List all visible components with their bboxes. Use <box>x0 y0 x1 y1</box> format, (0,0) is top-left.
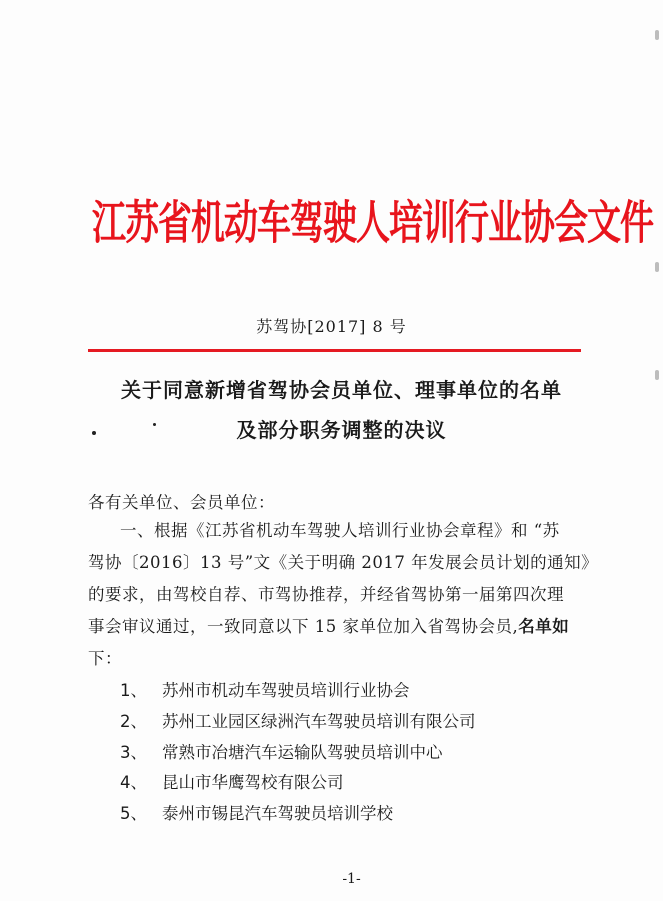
list-item-text: 苏州工业园区绿洲汽车驾驶员培训有限公司 <box>162 712 476 731</box>
paragraph-line: 下： <box>88 649 122 668</box>
paragraph-line-text: 事会审议通过，一致同意以下 15 家单位加入省驾协会员, <box>88 617 519 636</box>
scan-edge-mark <box>655 262 659 272</box>
scan-speck <box>92 431 96 435</box>
list-item-number: 5、 <box>120 804 147 823</box>
list-item-text: 苏州市机动车驾驶员培训行业协会 <box>162 681 410 700</box>
page-number: -1- <box>342 871 361 887</box>
list-item <box>120 739 443 763</box>
list-item <box>120 677 410 701</box>
document-number: 苏驾协[2017] 8 号 <box>256 317 407 336</box>
list-item <box>120 769 344 793</box>
paragraph-bold-tail: 名单如 <box>518 617 570 636</box>
list-item-text: 泰州市锡昆汽车驾驶员培训学校 <box>162 804 393 823</box>
subject-line-1: 关于同意新增省驾协会员单位、理事单位的名单 <box>121 378 562 402</box>
subject-line-2: 及部分职务调整的决议 <box>236 418 447 442</box>
list-item-number: 1、 <box>120 681 147 700</box>
paragraph-line: 驾协〔2016〕13 号”文《关于明确 2017 年发展会员计划的通知》 <box>88 553 599 572</box>
list-item-text: 常熟市冶塘汽车运输队驾驶员培训中心 <box>162 743 443 762</box>
list-item-text: 昆山市华鹰驾校有限公司 <box>162 773 344 792</box>
paragraph-line <box>88 613 569 637</box>
salutation: 各有关单位、会员单位： <box>88 493 275 512</box>
paragraph-line: 一、根据《江苏省机动车驾驶人培训行业协会章程》和 “苏 <box>120 521 560 540</box>
scan-edge-mark <box>655 370 659 380</box>
list-item <box>120 708 476 732</box>
scan-speck <box>153 423 156 426</box>
paragraph-line: 的要求，由驾校自荐、市驾协推荐，并经省驾协第一届第四次理 <box>88 585 564 604</box>
list-item-number: 2、 <box>120 712 147 731</box>
header-red-rule <box>88 349 581 352</box>
list-item <box>120 800 393 824</box>
list-item-number: 3、 <box>120 743 147 762</box>
scan-edge-mark <box>655 30 659 40</box>
list-item-number: 4、 <box>120 773 147 792</box>
document-header-title: 江苏省机动车驾驶人培训行业协会文件 <box>92 196 653 251</box>
